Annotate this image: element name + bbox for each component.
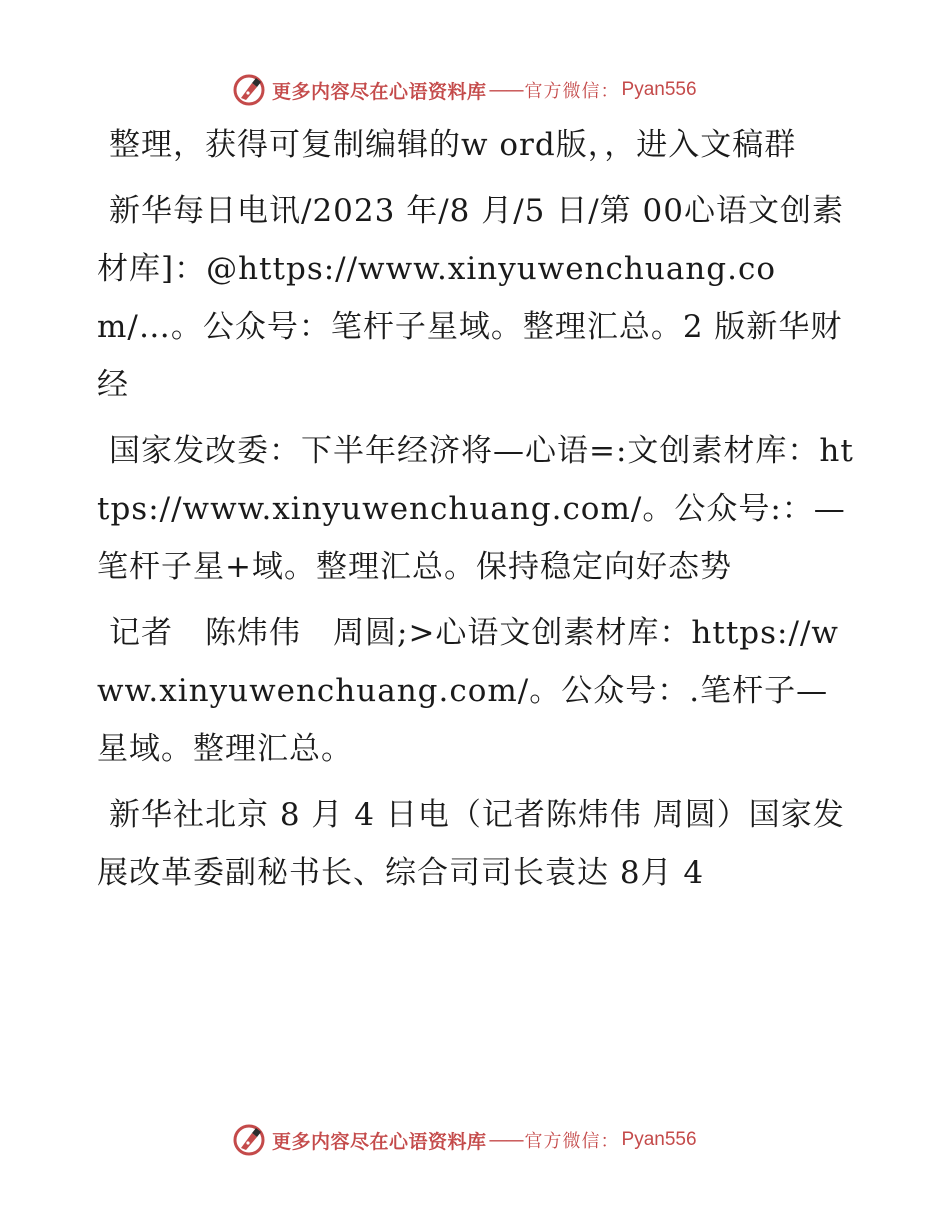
footer-banner <box>232 1120 697 1160</box>
paragraph: 整理，获得可复制编辑的w ord版，，进入文稿群 <box>109 127 797 163</box>
banner-main-text: 更多内容尽在心语资料库 <box>272 1130 487 1153</box>
paragraph: 记者 陈炜伟 周圆;>心语文创素材库：https://www.xinyuwenchuang.com/。公众号：.笔杆子—星域。整理汇总。 <box>97 615 839 767</box>
pen-nib-logo-icon <box>232 1123 266 1157</box>
banner-sub-text: 官方微信： <box>524 1131 620 1152</box>
banner-main-text: 更多内容尽在心语资料库 <box>272 80 487 103</box>
banner-sub-text: 官方微信： <box>524 81 620 102</box>
banner-dash: —— <box>488 1129 523 1151</box>
banner-dash: —— <box>488 79 523 101</box>
document-body <box>97 116 857 910</box>
banner-wechat-id: Pyan556 <box>621 79 697 100</box>
pen-nib-logo-icon <box>232 73 266 107</box>
paragraph: 新华每日电讯/2023 年/8 月/5 日/第 00心语文创素材库]：@https://www.xinyuwenchuang.com/…。公众号：笔杆子星域。整理汇总。2 版新华财经 <box>97 193 844 403</box>
paragraph: 新华社北京 8 月 4 日电（记者陈炜伟 周圆）国家发展改革委副秘书长、综合司司长袁达 8月 4 <box>97 797 845 891</box>
header-banner <box>232 70 697 110</box>
banner-wechat-id: Pyan556 <box>621 1129 697 1150</box>
paragraph: 国家发改委：下半年经济将—心语=:文创素材库：https://www.xinyuwenchuang.com/。公众号:：—笔杆子星+域。整理汇总。保持稳定向好态势 <box>97 433 854 585</box>
